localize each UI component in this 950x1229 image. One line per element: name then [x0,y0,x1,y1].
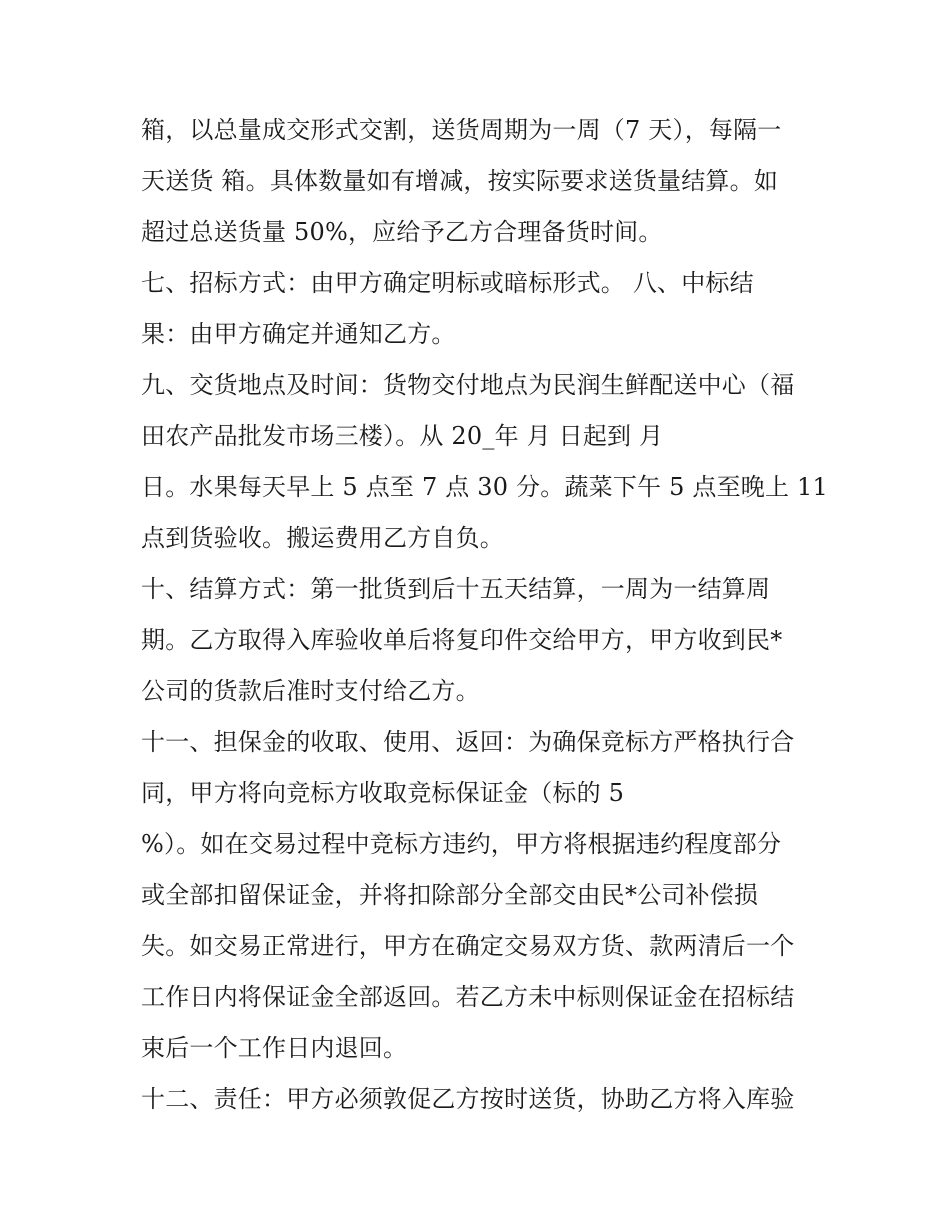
text-line: 超过总送货量 50%，应给予乙方合理备货时间。 [141,218,663,246]
text-line: 九、交货地点及时间：货物交付地点为民润生鲜配送中心（福 [141,371,795,399]
text-line: 七、招标方式：由甲方确定明标或暗标形式。 八、中标结 [141,269,754,297]
text-line: 公司的货款后准时支付给乙方。 [141,677,480,705]
text-line: 日。水果每天早上 5 点至 7 点 30 分。蔬菜下午 5 点至晚上 11 [141,473,828,501]
text-line: 或全部扣留保证金，并将扣除部分全部交由民*公司补偿损 [141,881,759,909]
text-line: 束后一个工作日内退回。 [141,1034,408,1062]
text-line: 天送货 箱。具体数量如有增减，按实际要求送货量结算。如 [141,167,779,195]
text-line: 点到货验收。搬运费用乙方自负。 [141,524,504,552]
text-line: 箱，以总量成交形式交割，送货周期为一周（7 天），每隔一 [141,116,782,144]
text-line: %）。如在交易过程中竞标方违约，甲方将根据违约程度部分 [141,830,782,858]
text-line: 失。如交易正常进行，甲方在确定交易双方货、款两清后一个 [141,932,795,960]
text-line: 果：由甲方确定并通知乙方。 [141,320,456,348]
text-line: 田农产品批发市场三楼）。从 20_年 月 日起到 月 [141,422,664,450]
text-line: 十、结算方式：第一批货到后十五天结算，一周为一结算周 [141,575,771,603]
text-line: 期。乙方取得入库验收单后将复印件交给甲方，甲方收到民* [141,626,783,654]
text-line: 工作日内将保证金全部返回。若乙方未中标则保证金在招标结 [141,983,795,1011]
text-line: 十一、担保金的收取、使用、返回：为确保竞标方严格执行合 [141,728,795,756]
text-line: 同，甲方将向竞标方收取竞标保证金（标的 5 [141,779,625,807]
text-line: 十二、责任：甲方必须敦促乙方按时送货，协助乙方将入库验 [141,1085,795,1113]
